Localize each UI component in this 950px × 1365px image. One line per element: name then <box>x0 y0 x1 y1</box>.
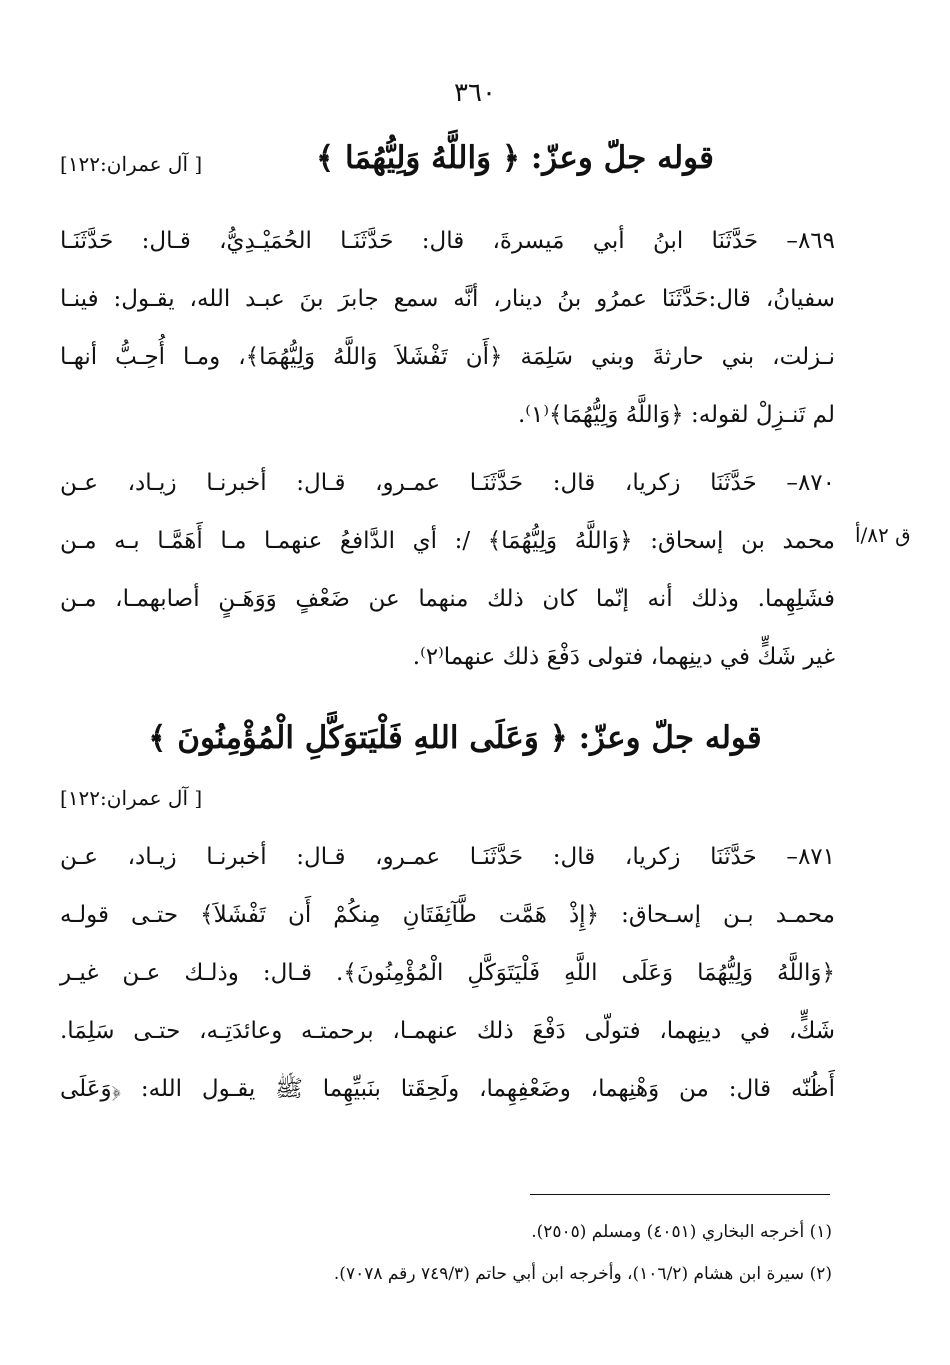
hadith-869-line: سفيانُ، قال:حَدَّثَنَا عمرُو بنُ دينار، أنَّه سمع جابرَ بنَ عبـد الله، يقـول: فينـا <box>60 286 835 312</box>
hadith-869-line: ٨٦٩– حَدَّثَنَا ابنُ أبي مَيسرةَ، قال: حَدَّثَنَـا الحُمَيْـدِيُّ، قـال: حَدَّثَنَـا <box>60 228 835 254</box>
hadith-871-line: محمـد بـن إسـحاق: ﴿إِذْ هَمَّت طَّآئِفَتَانِ مِنكُمْ أَن تَفْشَلاَ﴾ حتـى قولـه <box>60 902 835 928</box>
footnote-2: (٢) سيرة ابن هشام (١٠٦/٢)، وأخرجه ابن أبي حاتم (٧٤٩/٣ رقم ٧٠٧٨). <box>333 1264 832 1284</box>
section-heading-2 <box>60 720 850 756</box>
hadith-870-line: غير شَكٍّ في دينِهما، فتولى دَفْعَ ذلك عنهما⁽٢⁾. <box>412 644 835 670</box>
hadith-871 <box>60 828 835 1118</box>
hadith-869-line: نـزلت، بني حارثةَ وبني سَلِمَة ﴿أَن تَفْشَلاَ وَاللَّهُ وَلِيُّهُمَا﴾، ومـا أُحِـبُّ أنهـا <box>60 344 835 370</box>
page-number: ٣٦٠ <box>454 78 496 108</box>
hadith-870 <box>60 454 835 686</box>
hadith-871-line: شَكٍّ، في دينِهما، فتولّى دَفْعَ ذلك عنهمـا، برحمتـه وعائدَتِـه، حتـى سَلِمَا. <box>60 1018 835 1044</box>
footnote-1: (١) أخرجه البخاري (٤٠٥١) ومسلم (٢٥٠٥). <box>531 1222 832 1242</box>
section-heading-2-text: قوله جلّ وعزّ: ﴿ وَعَلَى اللهِ فَلْيَتوَكَّلِ الْمُؤْمِنُونَ ﴾ <box>148 720 762 756</box>
hadith-871-line: ﴿وَاللَّهُ وَلِيُّهُمَا وَعَلَى اللَّهِ فَلْيَتَوَكَّلِ الْمُؤْمِنُونَ﴾. قـال: وذلـك عـن غيـر <box>60 960 835 986</box>
hadith-870-line: ٨٧٠– حَدَّثَنَا زكريا، قال: حَدَّثَنَـا عمـرو، قـال: أخبرنـا زيـاد، عـن <box>60 470 835 496</box>
hadith-869-line: لم تَنـزِلْ لقوله: ﴿وَاللَّهُ وَلِيُّهُمَا﴾⁽١⁾. <box>518 402 835 428</box>
hadith-871-line: أَظُنّه قال: من وَهْنِهما، وضَعْفِهِما، ولَحِقَتا بنَبيِّهِما ﷺ يقـول الله: ﴿وَعَلَى <box>60 1076 835 1102</box>
manuscript-margin-note: ق ٨٢/أ <box>855 523 911 547</box>
footnote-divider <box>530 1194 830 1195</box>
hadith-870-line: محمد بن إسحاق: ﴿وَاللَّهُ وَلِيُّهُمَا﴾ /: أي الدَّافعُ عنهمـا مـا أَهَمَّـا بـه مـن <box>60 528 835 554</box>
hadith-871-line: ٨٧١– حَدَّثَنَا زكريا، قال: حَدَّثَنَـا عمـرو، قـال: أخبرنـا زيـاد، عـن <box>60 844 835 870</box>
section-heading-2-ref: [ آل عمران:١٢٢] <box>60 786 203 810</box>
section-heading-1-text: قوله جلّ وعزّ: ﴿ وَاللَّهُ وَلِيُّهُمَا ﴾ <box>316 140 714 176</box>
section-heading-1-ref: [ آل عمران:١٢٢] <box>60 152 203 176</box>
hadith-869 <box>60 212 835 444</box>
hadith-870-line: فشَلِهِما. وذلك أنه إنّما كان ذلك منهما عن ضَعْفٍ وَوَهَـنٍ أصابهمـا، مـن <box>60 586 835 612</box>
section-heading-1 <box>60 140 850 176</box>
